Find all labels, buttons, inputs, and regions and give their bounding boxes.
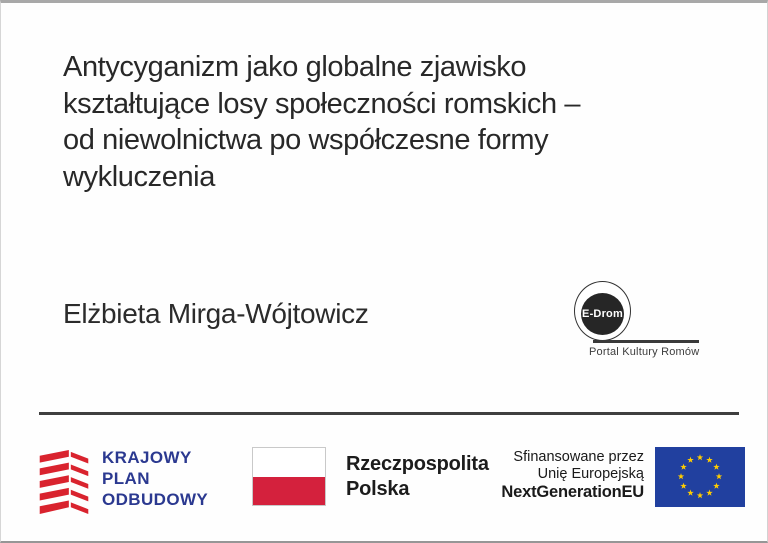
poland-name-line-2: Polska xyxy=(346,478,410,500)
eu-flag-icon xyxy=(655,447,745,507)
poland-name-line-1: Rzeczpospolita xyxy=(346,453,489,475)
kpo-line-3: ODBUDOWY xyxy=(102,490,209,509)
poland-flag-icon xyxy=(252,447,326,506)
edrom-logo-text: E-Drom xyxy=(582,308,623,320)
eu-funding-line-2: Unię Europejską xyxy=(537,465,644,482)
page-title xyxy=(63,49,580,195)
title-line-3: od niewolnictwa po współczesne formy xyxy=(63,124,549,156)
title-line-1: Antycyganizm jako globalne zjawisko xyxy=(63,51,527,83)
footer-divider xyxy=(39,412,739,415)
title-line-2: kształtujące losy społeczności romskich – xyxy=(63,87,581,120)
kpo-logo-text xyxy=(102,447,208,510)
kpo-line-1: KRAJOWY xyxy=(102,448,192,467)
edrom-underline xyxy=(593,340,699,343)
edrom-inner-circle-icon xyxy=(581,293,624,335)
poland-flag-red-stripe xyxy=(253,477,325,506)
title-line-4: wykluczenia xyxy=(63,160,215,193)
kpo-line-2: PLAN xyxy=(102,469,150,488)
eu-funding-line-1: Sfinansowane przez xyxy=(513,449,644,465)
poland-flag-white-stripe xyxy=(253,448,325,477)
author-name: Elżbieta Mirga-Wójtowicz xyxy=(63,298,369,329)
eu-funding-line-3: NextGenerationEU xyxy=(501,483,644,501)
kpo-building-icon xyxy=(38,448,90,516)
eu-funding-text xyxy=(471,449,644,502)
edrom-logo xyxy=(561,273,721,368)
poland-name xyxy=(346,452,489,502)
edrom-tagline: Portal Kultury Romów xyxy=(589,346,700,358)
